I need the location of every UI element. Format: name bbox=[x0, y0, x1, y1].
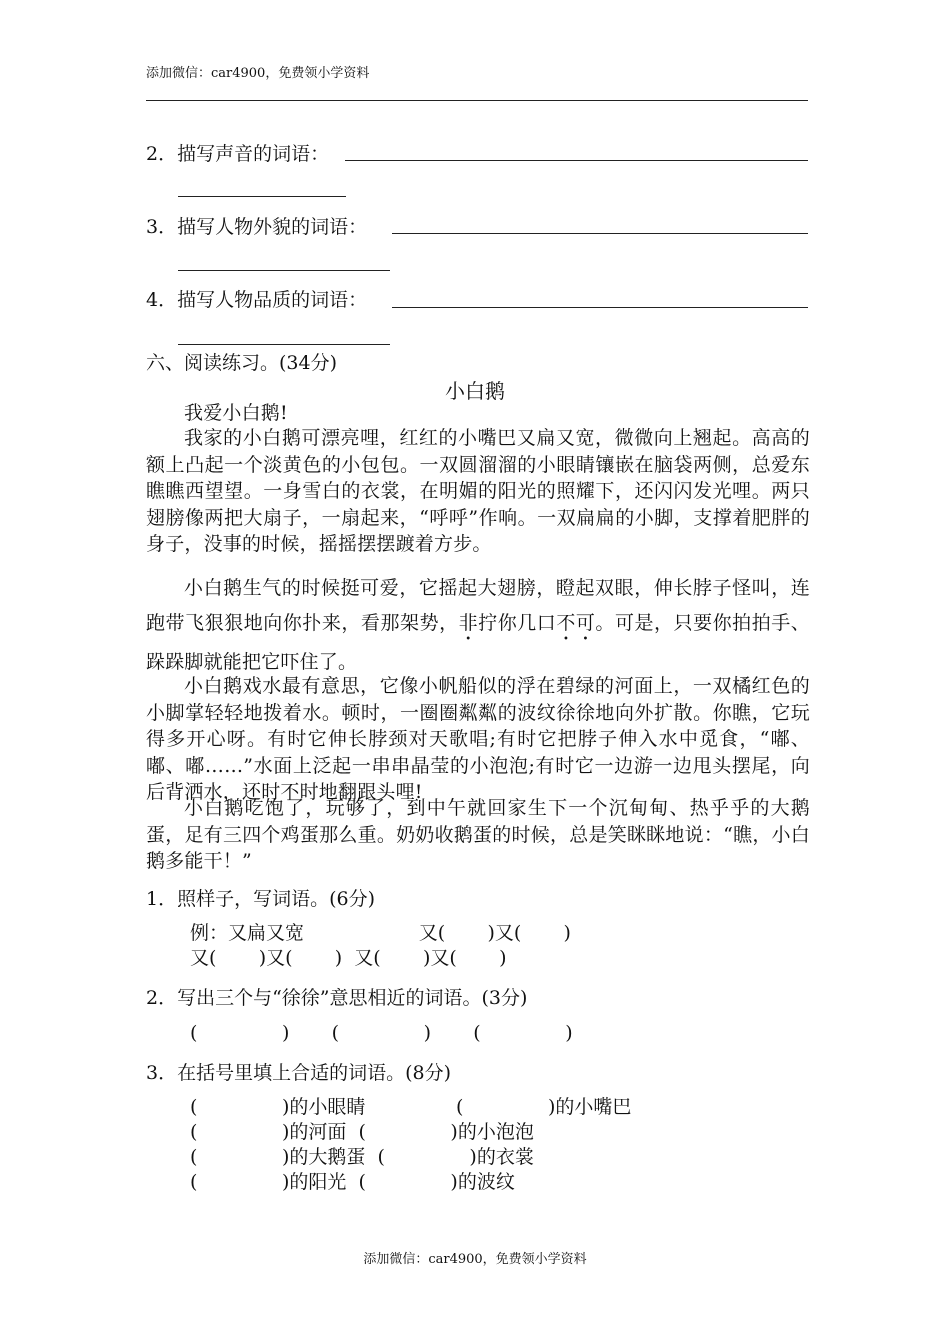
passage-paragraph-4: 小白鹅戏水最有意思，它像小帆船似的浮在碧绿的河面上，一双橘红色的小脚掌轻轻地拨着水。顿时，一圈圈粼粼的波纹徐徐地向外扩散。你瞧，它玩得多开心呀。有时它伸长脖颈对天歌唱;有时它把脖子伸入水中觅食，“嘟、嘟、嘟……”水面上泛起一串串晶莹的小泡泡;有时它一边游一边甩头摆尾，向后背洒水，还时不时地翻跟头哩! bbox=[146, 675, 810, 803]
answer-line[interactable] bbox=[178, 270, 390, 271]
p3-text: 拧你几口 bbox=[478, 612, 557, 634]
question-1-row[interactable]: 又( )又( ) 又( )又( ) bbox=[190, 947, 507, 969]
footer-note: 添加微信：car4900，免费领小学资料 bbox=[363, 1252, 587, 1267]
question-3-row[interactable]: ( )的小眼睛 ( )的小嘴巴 bbox=[190, 1096, 632, 1118]
answer-line[interactable] bbox=[392, 307, 808, 308]
passage-paragraph-1: 我爱小白鹅! bbox=[184, 402, 288, 424]
p3-text: 小白鹅生气的时候挺可爱，它摇起大翅膀，瞪起双眼，伸长脖子怪叫，连跑带飞狠狠地向你扑来，看那架势， bbox=[146, 577, 810, 634]
emphasis-dotted-text: 不可 bbox=[556, 612, 596, 634]
question-1-stem: 1．照样子，写词语。(6分) bbox=[146, 888, 376, 910]
question-3-row[interactable]: ( )的阳光 ( )的波纹 bbox=[190, 1171, 515, 1193]
question-2-row[interactable]: ( ) ( ) ( ) bbox=[190, 1022, 573, 1044]
question-1-row[interactable]: 例：又扁又宽 又( )又( ) bbox=[190, 922, 571, 944]
p3-text: 。可是，只要你拍拍手、跺跺脚就能把它吓住了。 bbox=[146, 612, 810, 673]
passage-paragraph-2: 我家的小白鹅可漂亮哩，红红的小嘴巴又扁又宽，微微向上翘起。高高的额上凸起一个淡黄色的小包包。一双圆溜溜的小眼睛镶嵌在脑袋两侧，总爱东瞧瞧西望望。一身雪白的衣裳，在明媚的阳光的照耀下，还闪闪发光哩。两只翅膀像两把大扇子，一扇起来，“呼呼”作响。一双扁扁的小脚，支撑着肥胖的身子，没事的时候，摇摇摆摆踱着方步。 bbox=[146, 427, 810, 555]
answer-line[interactable] bbox=[392, 233, 808, 234]
passage-title: 小白鹅 bbox=[445, 379, 505, 403]
question-2-stem: 2．写出三个与“徐徐”意思相近的词语。(3分) bbox=[146, 987, 528, 1009]
vocab-item-character: 4．描写人物品质的词语： bbox=[146, 289, 368, 311]
answer-line[interactable] bbox=[178, 196, 346, 197]
question-3-stem: 3．在括号里填上合适的词语。(8分) bbox=[146, 1062, 452, 1084]
answer-line[interactable] bbox=[178, 344, 390, 345]
emphasis-dotted-text: 非 bbox=[458, 612, 479, 634]
question-3-row[interactable]: ( )的大鹅蛋 ( )的衣裳 bbox=[190, 1146, 534, 1168]
vocab-item-sound: 2．描写声音的词语： bbox=[146, 143, 330, 165]
passage-paragraph-5: 小白鹅吃饱了，玩够了，到中午就回家生下一个沉甸甸、热乎乎的大鹅蛋，足有三四个鸡蛋那么重。奶奶收鹅蛋的时候，总是笑眯眯地说：“瞧，小白鹅多能干！” bbox=[146, 797, 810, 872]
section-heading: 六、阅读练习。(34分) bbox=[146, 352, 338, 374]
passage-paragraph-3 bbox=[146, 571, 810, 680]
header-rule bbox=[146, 100, 808, 101]
vocab-item-appearance: 3．描写人物外貌的词语： bbox=[146, 216, 368, 238]
header-note: 添加微信：car4900，免费领小学资料 bbox=[146, 66, 370, 81]
answer-line[interactable] bbox=[345, 160, 808, 161]
question-3-row[interactable]: ( )的河面 ( )的小泡泡 bbox=[190, 1121, 534, 1143]
